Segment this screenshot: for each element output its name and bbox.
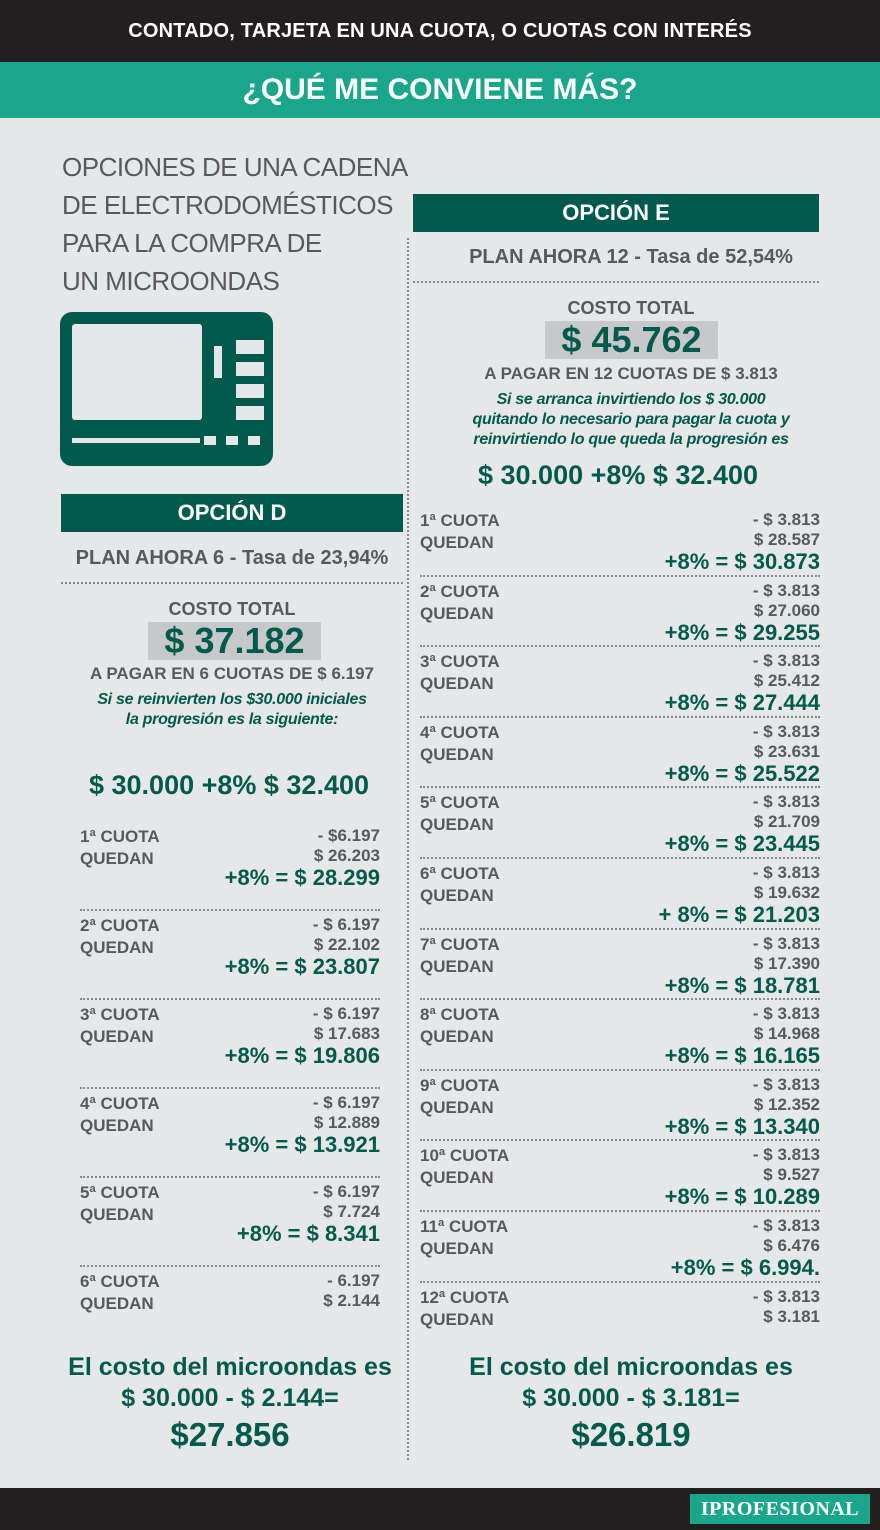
cuota-rest: $ 17.390 bbox=[753, 953, 820, 973]
cuota-rest: $ 27.060 bbox=[753, 600, 820, 620]
option-e-note bbox=[413, 390, 849, 450]
cuota-quedan: QUEDAN bbox=[420, 674, 494, 694]
cuota-minus: - $ 6.197 bbox=[312, 1182, 380, 1201]
cuota-values bbox=[665, 1075, 820, 1139]
cuota-divider bbox=[420, 786, 820, 788]
cuota-divider bbox=[420, 928, 820, 930]
cuota-minus: - $ 3.813 bbox=[752, 933, 820, 953]
option-d-note bbox=[61, 690, 403, 730]
cuota-minus: - $ 3.813 bbox=[752, 863, 820, 882]
option-e-final bbox=[413, 1352, 849, 1456]
cuota-minus: - $ 3.813 bbox=[752, 510, 820, 529]
cuota-minus: - $ 6.197 bbox=[312, 915, 380, 934]
option-e-note-line-1: Si se arranca invirtiendo los $ 30.000 bbox=[496, 391, 766, 408]
option-d-note-line-1: Si se reinvierten los $30.000 iniciales bbox=[97, 691, 367, 708]
cuota-result: +8% = $ 23.445 bbox=[664, 831, 820, 857]
cuota-row bbox=[420, 581, 820, 652]
cuota-number: 2ª CUOTA bbox=[420, 581, 500, 601]
cuota-divider bbox=[420, 1210, 820, 1212]
cuota-row bbox=[80, 826, 380, 915]
cuota-label bbox=[420, 1004, 500, 1048]
cuota-result: +8% = $ 6.994. bbox=[670, 1255, 820, 1280]
cuota-number: 1ª CUOTA bbox=[420, 511, 500, 530]
cuota-row bbox=[80, 915, 380, 1004]
cuota-label bbox=[420, 792, 500, 836]
cuota-number: 12ª CUOTA bbox=[420, 1287, 510, 1307]
cuota-values bbox=[665, 510, 820, 574]
cuota-values bbox=[665, 1004, 820, 1068]
cuota-rest: $ 12.352 bbox=[753, 1094, 820, 1114]
option-e-plan-divider bbox=[413, 281, 819, 283]
cuota-quedan: QUEDAN bbox=[420, 1309, 494, 1329]
cuota-result: + 8% = $ 21.203 bbox=[658, 902, 820, 927]
cuota-quedan: QUEDAN bbox=[420, 886, 494, 905]
cuota-rest: $ 12.889 bbox=[313, 1113, 380, 1132]
cuota-row bbox=[80, 1004, 380, 1093]
cuota-minus: - $ 3.813 bbox=[752, 1074, 820, 1094]
option-e-cost: $ 45.762 bbox=[545, 321, 718, 359]
cuota-minus: - $ 3.813 bbox=[752, 792, 820, 812]
cuota-number: 4ª CUOTA bbox=[80, 1094, 160, 1113]
cuota-quedan: QUEDAN bbox=[80, 1294, 154, 1313]
cuota-label bbox=[80, 1004, 160, 1048]
option-e-note-line-2: quitando lo necesario para pagar la cuota y bbox=[472, 411, 790, 428]
cuota-minus: - $ 6.197 bbox=[312, 1093, 380, 1112]
top-banner bbox=[0, 0, 880, 62]
cuota-minus: - $ 3.813 bbox=[752, 1216, 820, 1235]
cuota-divider bbox=[80, 909, 380, 911]
cuota-number: 1ª CUOTA bbox=[80, 827, 160, 846]
cuota-number: 8ª CUOTA bbox=[420, 1005, 500, 1025]
cuota-label bbox=[420, 1216, 508, 1260]
cuota-number: 6ª CUOTA bbox=[420, 864, 500, 883]
cuota-divider bbox=[80, 1087, 380, 1089]
option-e-pagar: A PAGAR EN 12 CUOTAS DE $ 3.813 bbox=[484, 364, 778, 383]
option-d-header bbox=[61, 494, 403, 532]
option-e-header bbox=[413, 194, 819, 232]
cuota-minus: - $ 3.813 bbox=[752, 1004, 820, 1024]
cuota-values bbox=[237, 1182, 380, 1246]
cuota-result: +8% = $ 29.255 bbox=[664, 619, 820, 645]
cuota-divider bbox=[420, 716, 820, 718]
cuota-row bbox=[420, 863, 820, 934]
cuota-label bbox=[80, 1093, 160, 1137]
cuota-minus: - 6.197 bbox=[327, 1271, 380, 1290]
cuota-number: 3ª CUOTA bbox=[420, 652, 500, 672]
cuota-result: +8% = $ 19.806 bbox=[224, 1043, 380, 1068]
option-e-header-label: OPCIÓN E bbox=[562, 200, 670, 225]
cuota-rest: $ 14.968 bbox=[753, 1024, 820, 1044]
option-e-progression: $ 30.000 +8% $ 32.400 bbox=[478, 460, 758, 490]
cuota-number: 5ª CUOTA bbox=[80, 1183, 160, 1202]
option-d-final bbox=[40, 1352, 420, 1456]
cuota-result: +8% = $ 30.873 bbox=[664, 549, 820, 574]
cuota-values bbox=[225, 915, 380, 979]
cuota-rest: $ 17.683 bbox=[313, 1024, 380, 1043]
cuota-row bbox=[80, 1182, 380, 1271]
cuota-result: +8% = $ 23.807 bbox=[224, 954, 380, 979]
cuota-quedan: QUEDAN bbox=[420, 1027, 494, 1047]
cuota-number: 4ª CUOTA bbox=[420, 722, 500, 742]
cuota-values bbox=[225, 1004, 380, 1068]
cuota-quedan: QUEDAN bbox=[80, 849, 154, 868]
cuota-result: +8% = $ 18.781 bbox=[664, 972, 820, 998]
cuota-rest: $ 25.412 bbox=[753, 671, 820, 691]
cuota-divider bbox=[420, 645, 820, 647]
cuota-divider bbox=[80, 1176, 380, 1178]
cuota-quedan: QUEDAN bbox=[420, 1239, 494, 1258]
cuota-minus: - $ 3.813 bbox=[752, 580, 820, 600]
cuota-label bbox=[420, 722, 500, 766]
cuota-label bbox=[80, 826, 160, 870]
cuota-row bbox=[420, 1216, 820, 1287]
cuota-label bbox=[420, 1145, 509, 1189]
cuota-minus: - $ 3.813 bbox=[752, 721, 820, 741]
cuota-row bbox=[80, 1093, 380, 1182]
option-d-final-total: $27.856 bbox=[170, 1416, 290, 1453]
cuota-divider bbox=[420, 1281, 820, 1283]
cuota-values bbox=[753, 1287, 820, 1327]
cuota-rest: $ 9.527 bbox=[763, 1165, 820, 1185]
cuota-values bbox=[671, 1216, 820, 1280]
cuota-quedan: QUEDAN bbox=[420, 1168, 494, 1188]
microwave-icon bbox=[60, 312, 273, 466]
top-banner-text: CONTADO, TARJETA EN UNA CUOTA, O CUOTAS CON INTERÉS bbox=[128, 19, 752, 42]
option-d-pagar: A PAGAR EN 6 CUOTAS DE $ 6.197 bbox=[89, 664, 375, 683]
cuota-row bbox=[420, 792, 820, 863]
cuota-divider bbox=[420, 998, 820, 1000]
cuota-number: 3ª CUOTA bbox=[80, 1005, 160, 1024]
cuota-quedan: QUEDAN bbox=[80, 1205, 154, 1224]
option-d-progression: $ 30.000 +8% $ 32.400 bbox=[89, 770, 369, 800]
cuota-label bbox=[420, 581, 500, 625]
cuota-result: +8% = $ 13.340 bbox=[664, 1113, 820, 1139]
cuota-values bbox=[665, 651, 820, 715]
cuota-result: +8% = $ 10.289 bbox=[664, 1184, 820, 1210]
cuota-row bbox=[80, 1271, 380, 1360]
cuota-values bbox=[225, 1093, 380, 1157]
option-d-note-line-2: la progresión es la siguiente: bbox=[125, 711, 339, 728]
option-d-final-line-2: $ 30.000 - $ 2.144= bbox=[121, 1384, 339, 1412]
cuota-label bbox=[80, 1182, 160, 1226]
cuota-rest: $ 28.587 bbox=[753, 530, 820, 549]
cuota-label bbox=[420, 651, 500, 695]
option-e-note-line-3: reinvirtiendo lo que queda la progresión es bbox=[473, 431, 789, 448]
cuota-result: +8% = $ 16.165 bbox=[664, 1043, 820, 1069]
logo-text: IPROFESIONAL bbox=[700, 1497, 860, 1520]
cuota-rest: $ 21.709 bbox=[753, 812, 820, 832]
cuota-minus: - $6.197 bbox=[317, 826, 380, 845]
column-divider bbox=[407, 238, 409, 1460]
cuota-minus: - $ 3.813 bbox=[752, 651, 820, 671]
cuota-label bbox=[420, 934, 500, 978]
cuota-label bbox=[420, 1075, 500, 1119]
option-e-final-line-1: El costo del microondas es bbox=[469, 1353, 793, 1381]
cuota-result: +8% = $ 25.522 bbox=[664, 760, 820, 786]
cuota-quedan: QUEDAN bbox=[420, 956, 494, 976]
cuota-rest: $ 3.181 bbox=[763, 1306, 820, 1326]
cuota-quedan: QUEDAN bbox=[420, 744, 494, 764]
cuota-rest: $ 23.631 bbox=[753, 741, 820, 761]
cuota-rest: $ 19.632 bbox=[753, 883, 820, 902]
cuota-row bbox=[420, 1145, 820, 1216]
cuota-rest: $ 26.203 bbox=[313, 846, 380, 865]
cuota-values bbox=[323, 1271, 380, 1311]
intro-line-2: DE ELECTRODOMÉSTICOS bbox=[62, 190, 393, 220]
cuota-quedan: QUEDAN bbox=[420, 533, 494, 552]
option-e-final-total: $26.819 bbox=[571, 1416, 691, 1453]
cuota-values bbox=[659, 863, 820, 927]
cuota-values bbox=[665, 934, 820, 998]
cuota-divider bbox=[420, 575, 820, 577]
cuota-quedan: QUEDAN bbox=[420, 603, 494, 623]
cuota-values bbox=[225, 826, 380, 890]
cuota-label bbox=[420, 863, 500, 907]
cuota-divider bbox=[420, 1139, 820, 1141]
cuota-number: 7ª CUOTA bbox=[420, 934, 500, 954]
cuota-number: 6ª CUOTA bbox=[80, 1272, 160, 1291]
option-d-cost-label: COSTO TOTAL bbox=[168, 599, 296, 619]
option-e-final-line-2: $ 30.000 - $ 3.181= bbox=[522, 1384, 740, 1412]
cuota-values bbox=[665, 581, 820, 645]
option-d-cost: $ 37.182 bbox=[148, 622, 321, 660]
cuota-rest: $ 2.144 bbox=[323, 1291, 380, 1310]
cuota-row bbox=[420, 651, 820, 722]
cuota-quedan: QUEDAN bbox=[80, 1116, 154, 1135]
cuota-result: +8% = $ 13.921 bbox=[224, 1132, 380, 1157]
cuota-quedan: QUEDAN bbox=[80, 938, 154, 957]
iprofesional-logo bbox=[690, 1494, 870, 1524]
cuota-label bbox=[420, 1287, 509, 1331]
option-d-final-line-1: El costo del microondas es bbox=[68, 1353, 392, 1381]
cuota-result: +8% = $ 27.444 bbox=[664, 690, 820, 716]
cuota-row bbox=[420, 1287, 820, 1358]
cuota-quedan: QUEDAN bbox=[80, 1027, 154, 1046]
intro-line-1: OPCIONES DE UNA CADENA bbox=[62, 152, 408, 182]
cuota-label bbox=[80, 915, 160, 959]
cuota-minus: - $ 3.813 bbox=[752, 1286, 820, 1306]
cuota-number: 2ª CUOTA bbox=[80, 916, 160, 935]
title-banner bbox=[0, 62, 880, 118]
cuota-label bbox=[420, 510, 500, 554]
cuota-number: 9ª CUOTA bbox=[420, 1075, 500, 1095]
cuota-quedan: QUEDAN bbox=[420, 1097, 494, 1117]
cuota-values bbox=[665, 722, 820, 786]
cuota-divider bbox=[420, 1069, 820, 1071]
cuota-divider bbox=[420, 857, 820, 859]
intro-line-4: UN MICROONDAS bbox=[62, 266, 280, 296]
cuota-rest: $ 22.102 bbox=[313, 935, 380, 954]
cuota-row bbox=[420, 934, 820, 1005]
cuota-values bbox=[665, 792, 820, 856]
option-d-header-label: OPCIÓN D bbox=[177, 500, 287, 525]
cuota-rest: $ 6.476 bbox=[763, 1236, 820, 1255]
cuota-rest: $ 7.724 bbox=[323, 1202, 380, 1221]
cuota-number: 10ª CUOTA bbox=[420, 1146, 510, 1166]
cuota-divider bbox=[80, 1265, 380, 1267]
cuota-quedan: QUEDAN bbox=[420, 815, 494, 835]
option-d-plan-divider bbox=[61, 582, 403, 584]
option-e-plan: PLAN AHORA 12 - Tasa de 52,54% bbox=[469, 246, 793, 268]
cuota-row bbox=[420, 722, 820, 793]
cuota-minus: - $ 6.197 bbox=[312, 1004, 380, 1023]
cuota-row bbox=[420, 1004, 820, 1075]
cuota-row bbox=[420, 510, 820, 581]
cuota-number: 5ª CUOTA bbox=[420, 793, 500, 813]
cuota-row bbox=[420, 1075, 820, 1146]
intro-line-3: PARA LA COMPRA DE bbox=[62, 228, 322, 258]
page-title: ¿QUÉ ME CONVIENE MÁS? bbox=[242, 73, 638, 106]
cuota-number: 11ª CUOTA bbox=[420, 1217, 509, 1236]
option-e-cost-label: COSTO TOTAL bbox=[567, 298, 695, 318]
cuota-minus: - $ 3.813 bbox=[752, 1145, 820, 1165]
cuota-result: +8% = $ 28.299 bbox=[224, 865, 380, 890]
option-d-plan: PLAN AHORA 6 - Tasa de 23,94% bbox=[75, 547, 389, 569]
cuota-result: +8% = $ 8.341 bbox=[236, 1221, 380, 1246]
intro-text bbox=[62, 148, 422, 300]
cuota-label bbox=[80, 1271, 160, 1315]
cuota-divider bbox=[80, 998, 380, 1000]
cuota-values bbox=[665, 1145, 820, 1209]
